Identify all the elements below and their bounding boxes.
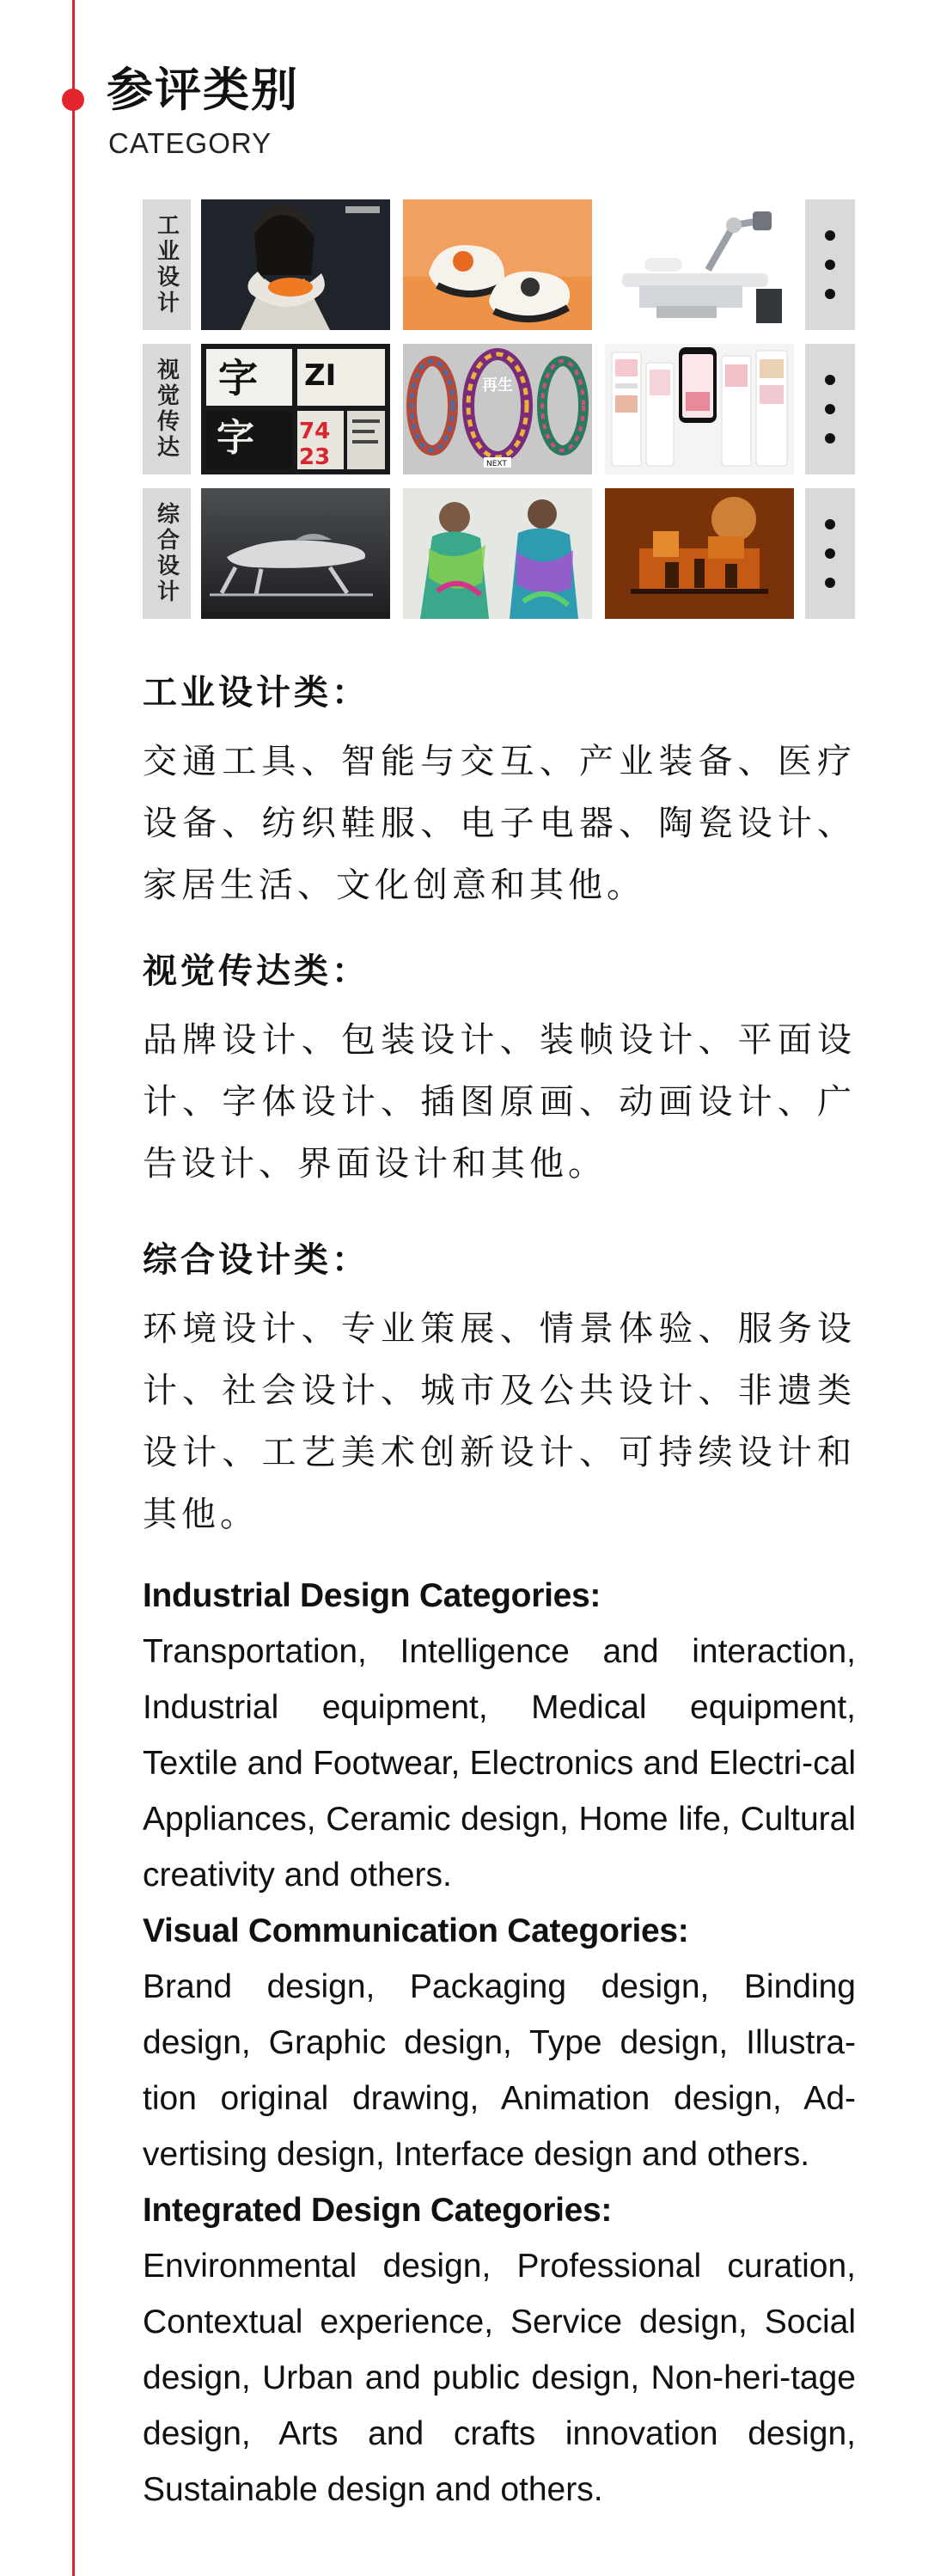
integrated-section-cn [143, 1239, 856, 1545]
dot-icon [825, 230, 835, 241]
section-body: 交通工具、智能与交互、产业装备、医疗设备、纺织鞋服、电子电器、陶瓷设计、家居生活、文化创意和其他。 [143, 742, 856, 905]
industrial-section-cn [143, 672, 856, 916]
poster-caption: 再生 [482, 376, 513, 395]
dot-icon [825, 433, 835, 444]
iridescent-fashion-photo[interactable] [403, 488, 592, 619]
poster-number-2: 23 [299, 444, 331, 470]
poster-glyph-2: ZI [304, 358, 337, 393]
app-interface-screens[interactable] [605, 344, 794, 474]
neck-pillow-photo[interactable] [201, 199, 390, 330]
section-title-en: Industrial Design Categories: [143, 1577, 601, 1614]
dot-icon [825, 578, 835, 588]
row-label-visual: 视觉传达 [143, 344, 191, 474]
section-body-en: Brand design, Packaging design, Binding design, Graphic design, Type design, Illustra-tion original drawing, Animation design, Ad-vertising design, Interface design and others. [143, 1968, 856, 2173]
dot-icon [825, 375, 835, 385]
section-body: 品牌设计、包装设计、装帧设计、平面设计、字体设计、插图原画、动画设计、广告设计、界面设计和其他。 [143, 1020, 856, 1184]
section-title: 视觉传达类： [143, 951, 369, 991]
dot-icon [825, 548, 835, 559]
section-title: 工业设计类： [143, 673, 369, 713]
more-industrial-button[interactable] [805, 199, 855, 330]
visual-section-cn [143, 951, 856, 1195]
category-subtitle: CATEGORY [108, 127, 272, 159]
row-label-integrated: 综合设计 [143, 488, 191, 619]
english-categories [143, 1568, 856, 2518]
poster-next-label: NEXT [486, 460, 507, 468]
dot-icon [825, 289, 835, 299]
timeline-line [72, 0, 75, 2576]
poster-number-1: 74 [299, 419, 331, 444]
more-visual-button[interactable] [805, 344, 855, 474]
dot-icon [825, 260, 835, 270]
more-integrated-button[interactable] [805, 488, 855, 619]
row-label-industrial: 工业设计 [143, 199, 191, 330]
dot-icon [825, 519, 835, 529]
timeline-dot [62, 89, 84, 111]
medical-equipment-photo[interactable] [605, 199, 794, 330]
poster-glyph-1: 字 [218, 355, 258, 401]
dot-icon [825, 404, 835, 414]
poster-glyph-3: 字 [217, 416, 254, 460]
section-title-en: Integrated Design Categories: [143, 2192, 613, 2229]
kids-shoes-photo[interactable] [403, 199, 592, 330]
section-title-en: Visual Communication Categories: [143, 1912, 689, 1949]
section-body-en: Environmental design, Professional curation, Contextual experience, Service design, Social design, Urban and public design, Non-heri-tage design, Arts and crafts innovation design, Sustainable design and others. [143, 2248, 856, 2508]
zero-ring-poster[interactable] [403, 344, 592, 474]
section-body: 环境设计、专业策展、情景体验、服务设计、社会设计、城市及公共设计、非遗类设计、工艺美术创新设计、可持续设计和其他。 [143, 1309, 856, 1534]
typeface-poster[interactable] [201, 344, 390, 474]
section-body-en: Transportation, Intelligence and interaction, Industrial equipment, Medical equipment, Textile and Footwear, Electronics and Electri-cal Appliances, Ceramic design, Home life, Cultural creativity and others. [143, 1633, 856, 1894]
orange-installation-photo[interactable] [605, 488, 794, 619]
aircraft-concept-render[interactable] [201, 488, 390, 619]
category-title: 参评类别 [107, 63, 299, 117]
section-title: 综合设计类： [143, 1240, 369, 1280]
